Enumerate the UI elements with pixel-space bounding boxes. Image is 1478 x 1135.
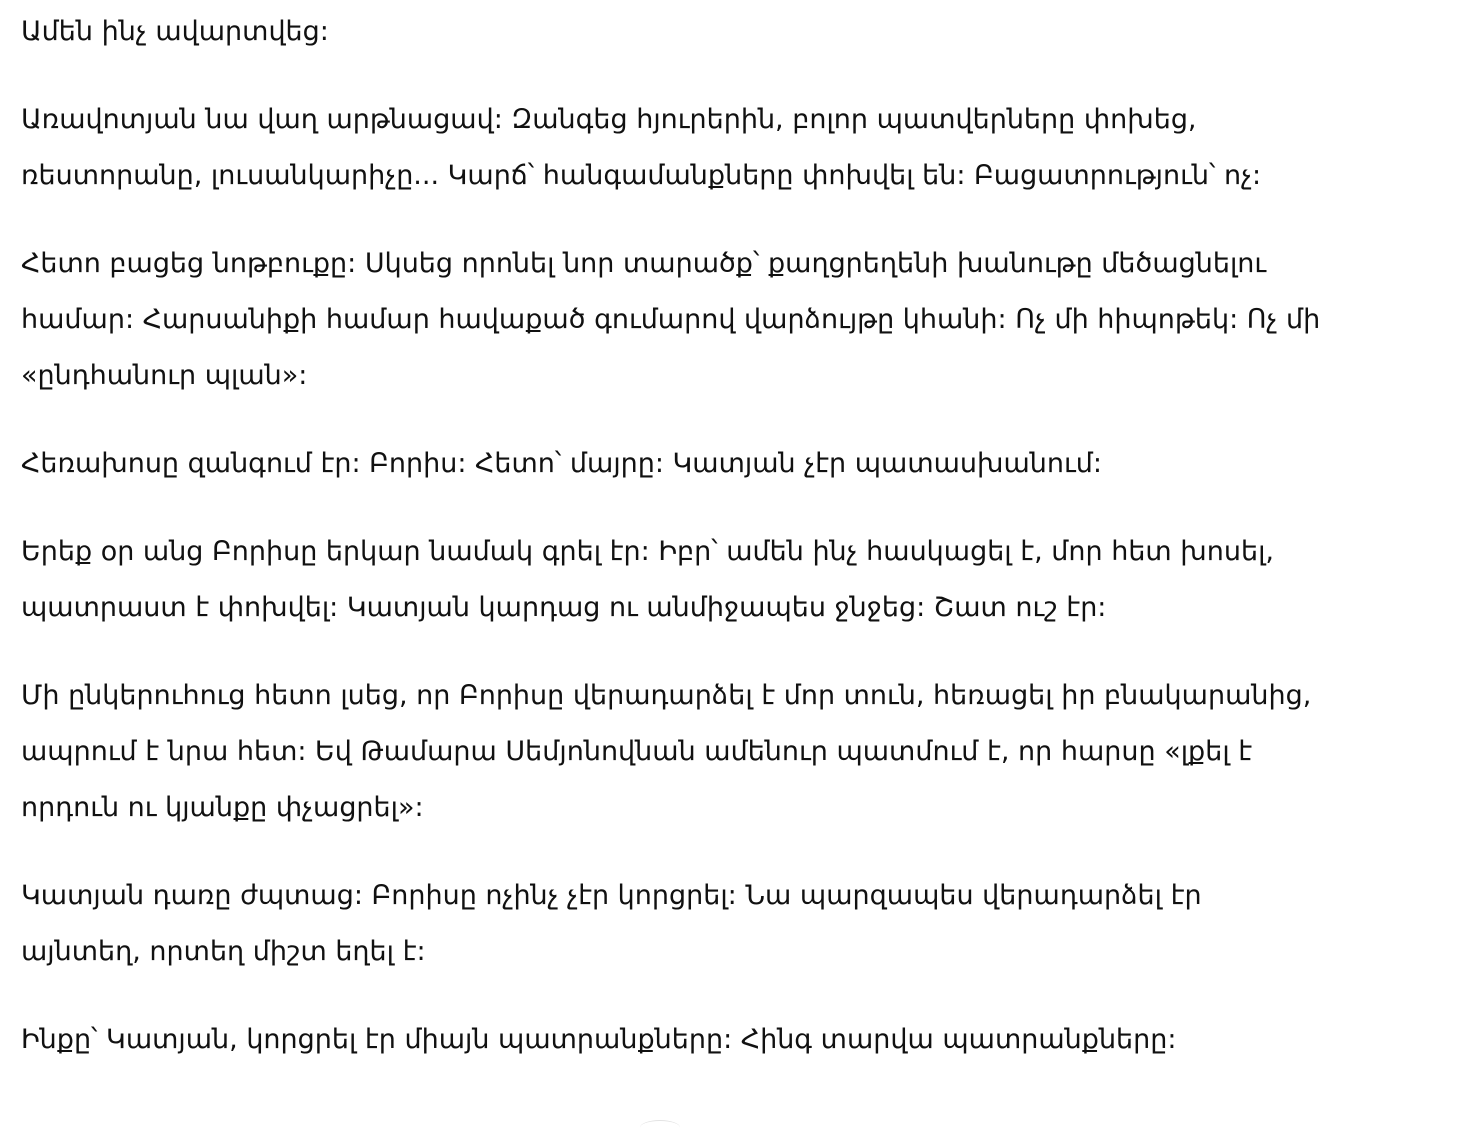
article-body <box>21 4 1321 1100</box>
paragraph-2: Առավոտյան նա վաղ արթնացավ: Զանգեց հյուրերին, բոլոր պատվերները փոխեց, ռեստորանը, լուսանկարիչը... Կարճ՝ հանգամանքները փոխվել են: Բացատրություն՝ ոչ: <box>21 104 1262 191</box>
paragraph-4: Հեռախոսը զանգում էր: Բորիս: Հետո՝ մայրը: Կատյան չէր պատասխանում: <box>21 448 1102 479</box>
paragraph-6: Մի ընկերուհուց հետո լսեց, որ Բորիսը վերադարձել է մոր տուն, հեռացել իր բնակարանից, ապրում է նրա հետ: Եվ Թամարա Սեմյոնովնան ամենուր պատմում է, որ հարսը «լքել է որդուն ու կյանքը փչացրել»: <box>21 680 1312 823</box>
paragraph-8: Ինքը՝ Կատյան, կորցրել էր միայն պատրանքները: Հինգ տարվա պատրանքները: <box>21 1024 1177 1055</box>
paragraph-1: Ամեն ինչ ավարտվեց: <box>21 16 329 47</box>
paragraph-3: Հետո բացեց նոթբուքը: Սկսեց որոնել նոր տարածք՝ քաղցրեղենի խանութը մեծացնելու համար: Հարսանիքի համար հավաքած գումարով վարձույթը կհանի: Ոչ մի հիպոթեկ: Ոչ մի «ընդհանուր պլան»: <box>21 248 1321 391</box>
paragraph-7: Կատյան դառը ժպտաց: Բորիսը ոչինչ չէր կորցրել: Նա պարզապես վերադարձել էր այնտեղ, որտեղ միշտ եղել է: <box>21 880 1202 967</box>
scroll-indicator[interactable] <box>640 1120 680 1135</box>
paragraph-5: Երեք օր անց Բորիսը երկար նամակ գրել էր: Իբր՝ ամեն ինչ հասկացել է, մոր հետ խոսել, պատրաստ է փոխվել: Կատյան կարդաց ու անմիջապես ջնջեց: Շատ ուշ էր: <box>21 536 1275 623</box>
